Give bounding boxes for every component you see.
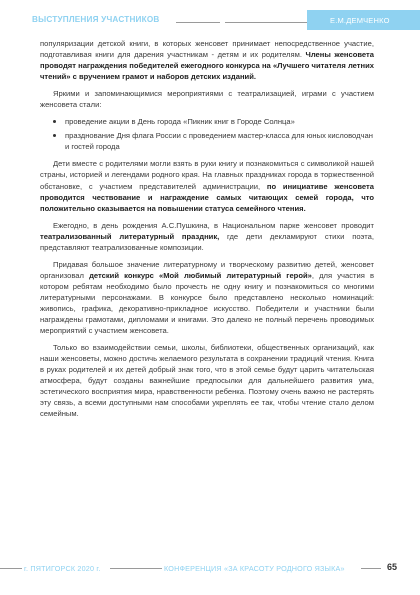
footer-rule-end — [361, 568, 381, 569]
footer-city-year: г. ПЯТИГОРСК 2020 г. — [24, 564, 101, 573]
footer-rule-start — [0, 568, 22, 569]
paragraph-6: Только во взаимодействии семьи, школы, библиотеки, общественных организаций, как наши женсоветы, можно достичь желаемого результата в сохранении традиций чтения. Книга в руках родителей и их детей добрый знак того, что в этой семье будут царить читательская атмосфера, будут созданы важнейшие предпосылки для дальнейшего развития ума, эстетического восприятия мира, нравственности ребенка. Поэтому очень важно не растерять эту связь, а всеми доступными нам способами укреплять ее так, чтобы чтение стало делом семейным. — [40, 343, 374, 419]
paragraph-1-bold: Члены женсовета проводят награждения победителей ежегодного конкурса на «Лучшего читателя летних чтений» с вручением грамот и наборов детских изданий. — [40, 50, 375, 82]
paragraph-4-text-end: где дети декламируют стихи поэта, представляют театрализованные композиции. — [40, 231, 374, 252]
paragraph-4 — [40, 220, 374, 253]
paragraph-4-bold: театрализованный литературный праздник, — [40, 231, 220, 241]
header-section-title: ВЫСТУПЛЕНИЯ УЧАСТНИКОВ — [32, 15, 160, 24]
paragraph-1-text: популяризации детской книги, в которых женсовет принимает непосредственное участие, подготавливая книги для дарения участникам - детям и их родителям. — [40, 39, 374, 60]
list-item — [40, 116, 374, 127]
footer-conference: КОНФЕРЕНЦИЯ «ЗА КРАСОТУ РОДНОГО ЯЗЫКА» — [164, 564, 345, 573]
header-author: Е.М.ДЕМЧЕНКО — [330, 16, 390, 25]
header-rule-left — [176, 22, 220, 23]
paragraph-3-bold: по инициативе женсовета проводится чествование и награждение самых читающих семей города, что положительно сказывается на повышении статуса семейного чтения. — [40, 181, 374, 213]
bullet-icon — [53, 120, 56, 123]
article-body — [40, 38, 374, 425]
paragraph-1 — [40, 38, 374, 82]
events-list — [40, 116, 374, 152]
list-item-text: празднование Дня флага России с проведением мастер-класса для юных кисловодчан и гостей города — [65, 131, 373, 152]
paragraph-3 — [40, 158, 374, 213]
paragraph-3-text: Дети вместе с родителями могли взять в руки книгу и познакомиться с символикой нашей страны, историей и легендами родного края. На главных праздниках города в торжественной обстановке, с участием представителей администрации, — [40, 159, 374, 191]
paragraph-5-text: Придавая большое значение литературному и творческому развитию детей, женсовет организовал — [40, 259, 374, 280]
paragraph-2: Яркими и запоминающимися мероприятиями с театрализацией, играми с участием женсовета стали: — [40, 89, 374, 110]
list-item — [40, 130, 374, 152]
list-item-text: проведение акции в День города «Пикник книг в Городе Солнца» — [65, 117, 295, 127]
header-rule-right — [225, 22, 307, 23]
bullet-icon — [53, 134, 56, 137]
paragraph-5-text-end: , для участия в котором ребятам необходимо было прочесть не одну книгу и познакомиться со многими литературными персонажами. В конкурсе было представлено несколько номинаций: живопись, графика, декоративно-прикладное искусство. Победители и участники были награждены грамотами, дипломами и книгами. Это далеко не полный перечень проводимых мероприятий с участием женсовета. — [40, 270, 374, 336]
footer-rule-middle — [110, 568, 162, 569]
running-footer — [0, 561, 420, 575]
paragraph-4-text: Ежегодно, в день рождения А.С.Пушкина, в Национальном парке женсовет проводит — [53, 220, 374, 230]
paragraph-5-bold: детский конкурс «Мой любимый литературный герой» — [89, 270, 312, 280]
paragraph-5 — [40, 259, 374, 336]
page-number: 65 — [387, 562, 398, 572]
running-header — [0, 10, 420, 30]
